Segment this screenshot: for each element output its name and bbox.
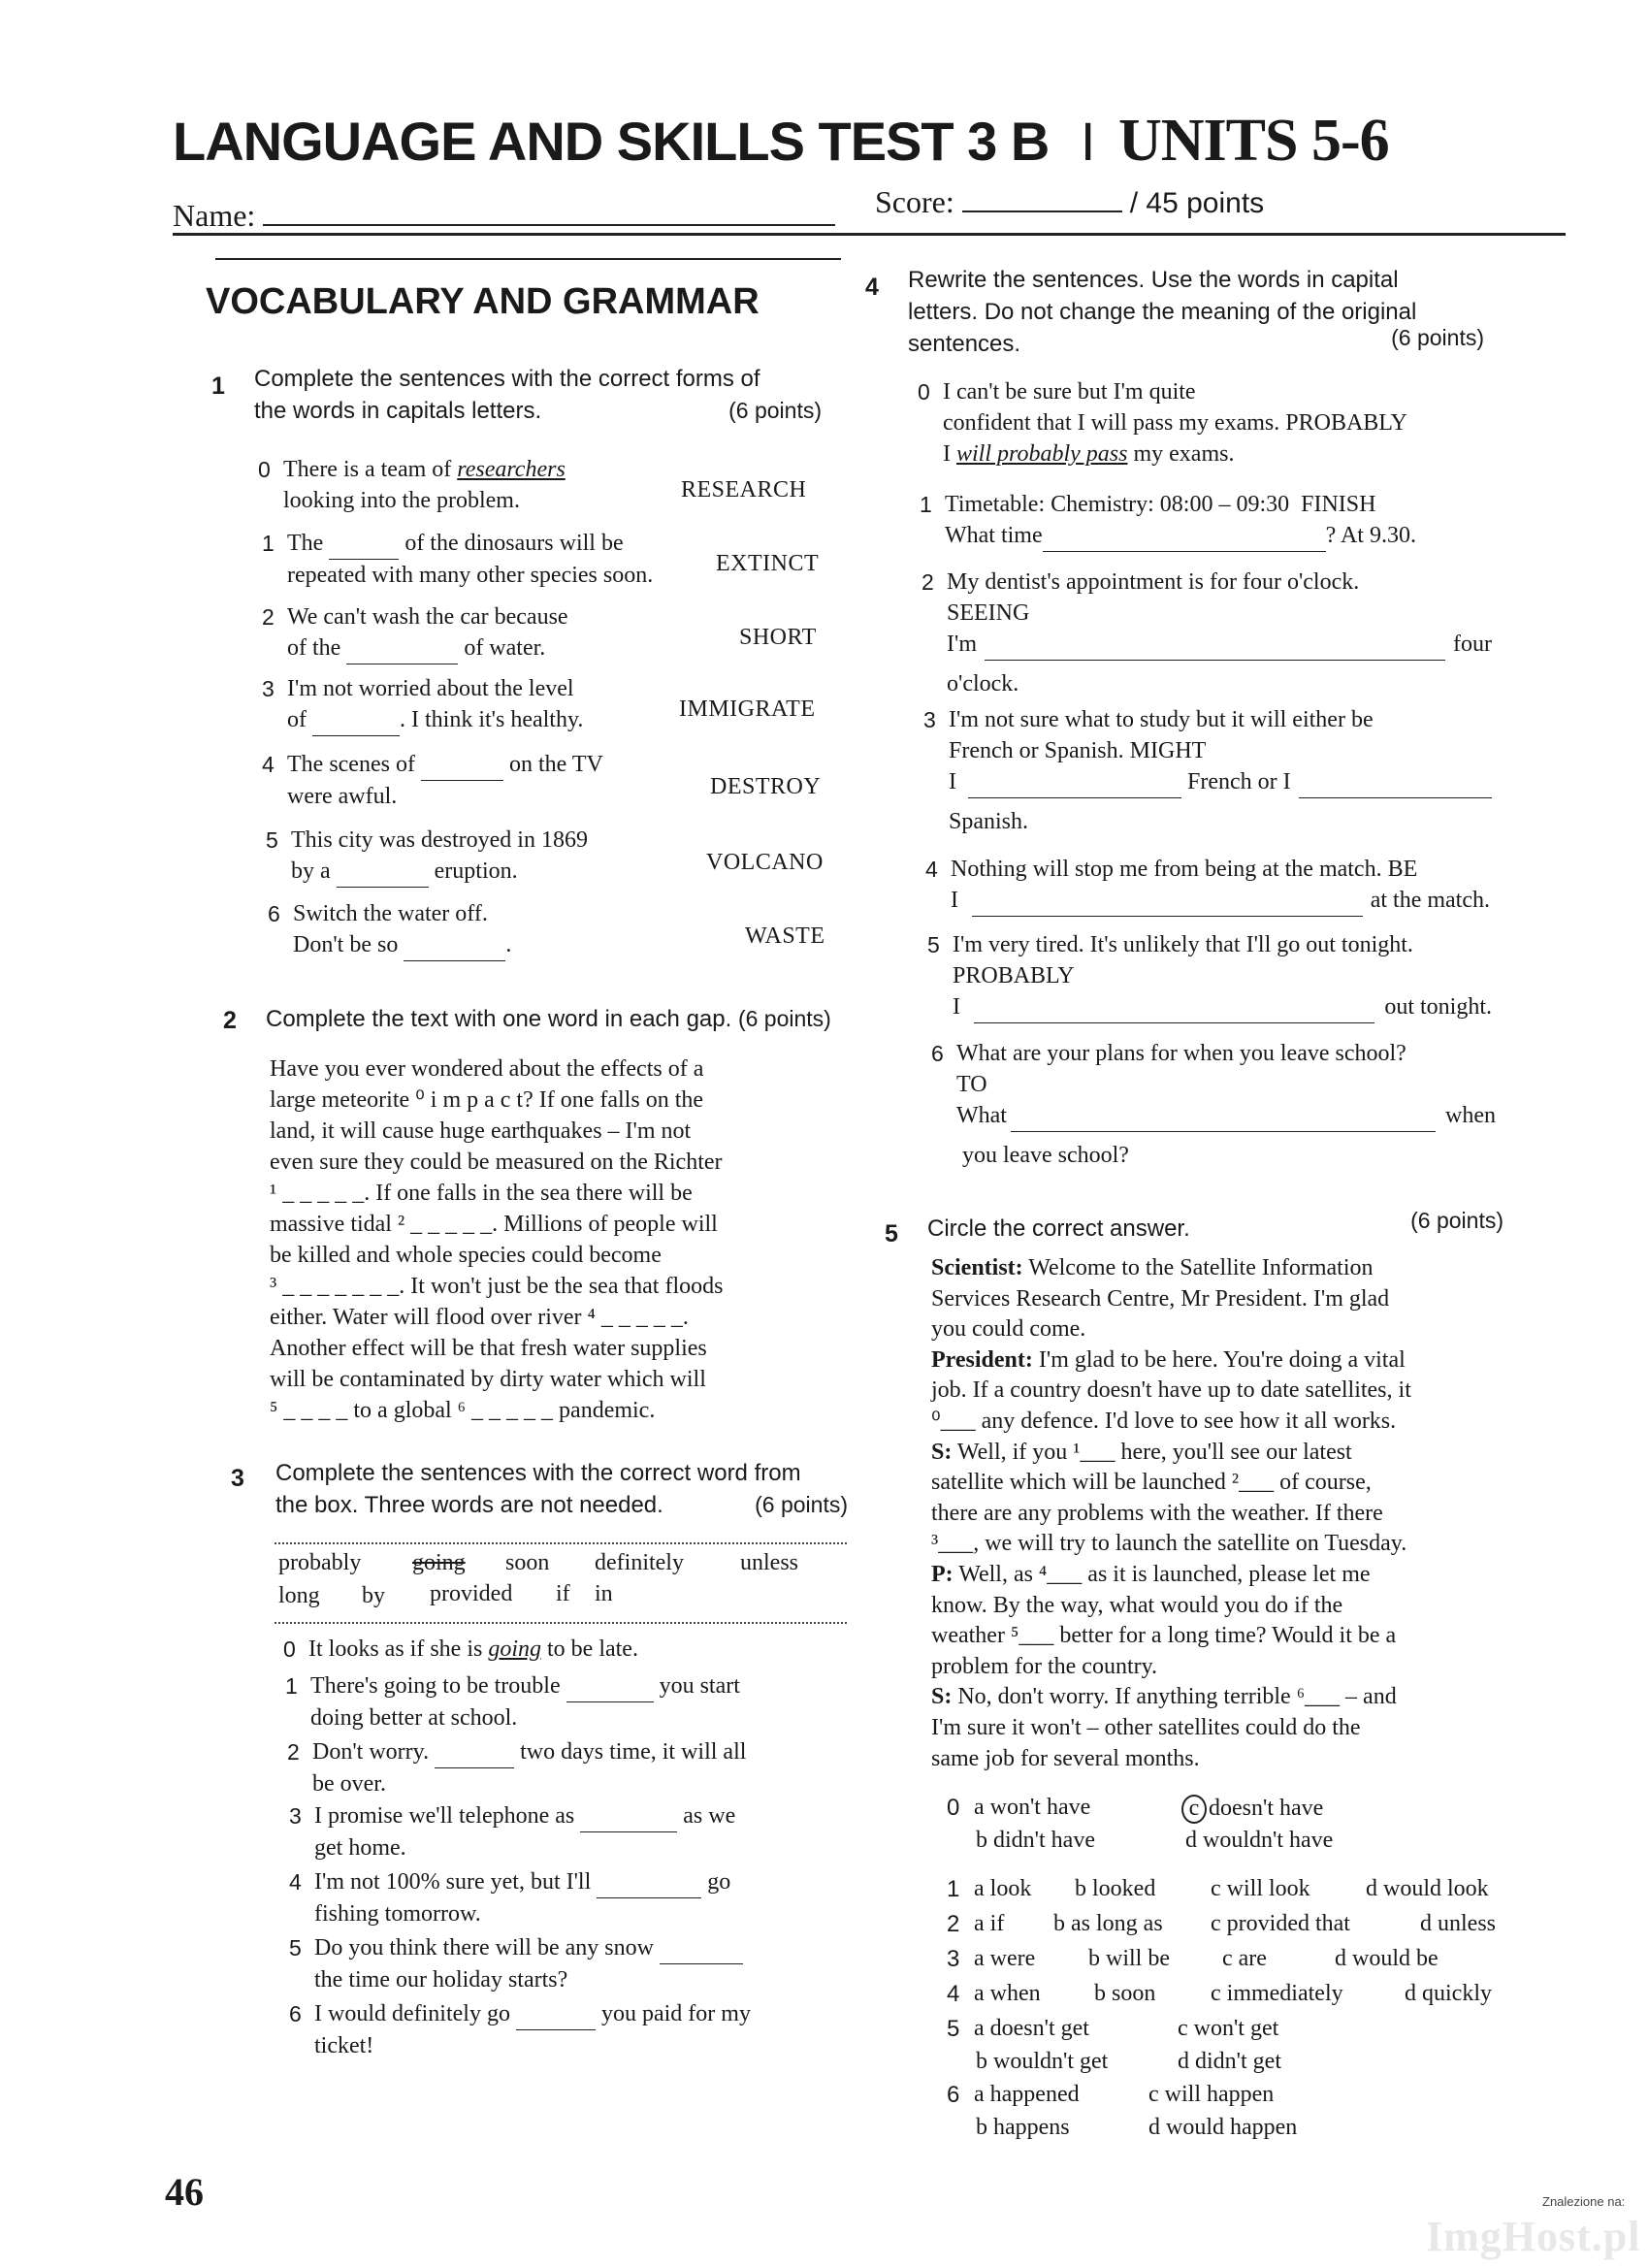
ex4-number: 4 [865,274,879,301]
dialogue-line [931,1284,1513,1315]
option-number: 6 [947,2082,960,2108]
ex2-line: Another effect will be that fresh water supplies [270,1336,707,1361]
option-number: 0 [947,1795,960,1821]
dialogue-text: satellite which will be launched ²___ of course, [931,1470,1372,1496]
watermark-caption: Znalezione na: [1542,2194,1626,2209]
ex1-item-0 [258,454,566,516]
box-word: long [278,1583,320,1608]
ex3-item-4 [289,1866,731,1929]
item-text: The scenes of [287,752,421,777]
answer-gap[interactable] [566,1670,654,1702]
option-b[interactable]: b happens [976,2115,1070,2140]
keyword: TO [956,1072,987,1097]
item-text: you start [653,1673,740,1699]
box-word: unless [740,1550,798,1575]
ex4-item-6 [931,1038,1496,1171]
ex5-instruction-text: Circle the correct answer. [927,1215,1190,1242]
item-text: There is a team of [283,457,458,482]
ex3-instruction-text: the box. Three words are not needed. [275,1492,663,1518]
item-number: 1 [920,492,932,517]
ex1-item-4 [262,749,603,812]
item-text: repeated with many other species soon. [287,563,654,588]
ex2-line: will be contaminated by dirty water which will [270,1367,706,1392]
watermark-logo: ImgHost.pl [1426,2213,1641,2260]
ex2-instruction [266,1003,831,1035]
answer-gap[interactable] [580,1800,677,1832]
item-text: My dentist's appointment is for four o'clock. [947,569,1360,595]
box-word: by [362,1583,385,1608]
item-text: I [943,441,956,467]
item-number: 0 [918,379,930,405]
item-number: 0 [258,457,271,482]
box-word: definitely [595,1550,684,1575]
ex2-text [270,1053,852,1426]
item-text: on the TV [502,752,603,777]
item-text: What time [945,523,1043,548]
item-number: 2 [922,569,934,595]
dialogue-text: ³___, we will try to launch the satellite on Tuesday. [931,1531,1407,1557]
option-a[interactable]: a look [974,1876,1032,1901]
keyword: EXTINCT [716,551,820,576]
ex4-item-0 [918,376,1496,470]
item-text: . I think it's healthy. [400,707,584,732]
answer-gap[interactable] [404,929,505,961]
dialogue-line [931,1591,1513,1622]
keyword: FINISH [1301,492,1376,517]
item-text: French or I [1187,769,1291,794]
item-text: We can't wash the car because [287,604,568,630]
item-text: to be late. [541,1636,638,1662]
ex2-line: ¹ _ _ _ _ _. If one falls in the sea there will be [270,1181,693,1206]
ex3-item-2 [287,1736,747,1799]
item-text: I'm not 100% sure yet, but I'll [314,1869,598,1895]
dialogue-text: weather ⁵___ better for a long time? Would it be a [931,1623,1397,1649]
dialogue-text: Services Research Centre, Mr President. I'm glad [931,1285,1390,1312]
item-number: 4 [925,857,938,882]
item-number: 6 [289,2001,302,2026]
option-a[interactable]: a doesn't get [974,2016,1089,2041]
score-line[interactable] [962,191,1122,212]
item-text: I'm very tired. It's unlikely that I'll go out tonight. [953,932,1413,957]
item-text: get home. [314,1835,406,1861]
option-number: 5 [947,2016,960,2042]
title-separator: I [1080,111,1095,172]
option-d[interactable]: d wouldn't have [1185,1828,1334,1853]
item-text: Spanish. [949,809,1029,834]
dialogue-line [931,1713,1513,1744]
ex3-item-0 [283,1634,638,1665]
answer-gap[interactable] [337,856,429,888]
dialogue-text: same job for several months. [931,1745,1200,1771]
ex5-instruction [927,1208,1504,1245]
keyword: PROBABLY [953,963,1075,988]
example-answer: will probably pass [956,441,1128,467]
item-text: go [701,1869,731,1895]
ex4-item-3 [923,704,1492,837]
ex3-number: 3 [231,1465,244,1492]
item-text: There's going to be trouble [310,1673,566,1699]
item-text: What [956,1103,1007,1128]
answer-gap[interactable] [968,766,1181,798]
test-title [173,107,1389,176]
box-word-used: going [412,1550,466,1575]
option-c[interactable]: c will look [1211,1876,1310,1901]
answer-gap[interactable] [312,704,400,736]
ex2-line: ⁵ _ _ _ _ to a global ⁶ _ _ _ _ _ pandemic. [270,1398,656,1423]
item-text: confident that I will pass my exams. [943,410,1280,436]
ex2-line: even sure they could be measured on the Richter [270,1150,723,1175]
dialogue-line [931,1345,1513,1377]
dialogue-text: No, don't worry. If anything terrible ⁶___ – and [952,1684,1397,1710]
item-text: when [1445,1103,1496,1128]
ex4-instruction-text: sentences. [908,331,1021,357]
ex4-item-1 [920,489,1498,552]
item-text: of the dinosaurs will be [399,531,624,556]
item-text: I [953,994,960,1020]
ex3-instruction-line2 [275,1489,848,1521]
dialogue-line [931,1652,1513,1683]
answer-gap[interactable] [985,629,1445,661]
ex3-item-6 [289,1998,751,2061]
item-text: of [287,707,312,732]
item-number: 5 [289,1935,302,1960]
option-d[interactable]: d unless [1420,1911,1496,1936]
item-text: I promise we'll telephone as [314,1803,581,1829]
ex1-instruction-line1: Complete the sentences with the correct forms of [254,366,760,392]
option-d[interactable]: d would look [1366,1876,1489,1901]
item-number: 2 [262,604,275,630]
item-text: fishing tomorrow. [314,1901,481,1927]
item-text: out tonight. [1384,994,1492,1020]
name-field[interactable] [173,198,835,234]
option-b[interactable]: b as long as [1053,1911,1163,1936]
item-text: Switch the water off. [293,901,488,926]
item-text: I'm not worried about the level [287,676,574,701]
option-number: 1 [947,1876,960,1902]
dialogue-line [931,1314,1513,1345]
option-b[interactable]: b looked [1075,1876,1156,1901]
item-text: of the [287,635,347,661]
dialogue-text: I'm sure it won't – other satellites could do the [931,1714,1361,1740]
item-text: Don't be so [293,932,404,957]
ex2-line: massive tidal ² _ _ _ _ _. Millions of people will [270,1212,718,1237]
item-text: you leave school? [962,1143,1129,1168]
ex3-instruction-line1: Complete the sentences with the correct word from [275,1460,801,1486]
ex4-item-2 [922,567,1492,699]
answer-gap[interactable] [1011,1100,1436,1132]
ex1-item-5 [266,825,588,888]
option-c[interactable]: c will happen [1148,2082,1275,2107]
keyword: MIGHT [1129,738,1207,763]
dialogue-line [931,1407,1513,1438]
answer-gap[interactable] [516,1998,596,2030]
header-rule [173,233,1566,236]
item-number: 6 [268,901,280,926]
speaker-label: P: [931,1561,954,1587]
answer-circle-icon: c [1181,1795,1207,1824]
left-column-rule [215,258,841,260]
ex4-points: (6 points) [1391,325,1484,350]
ex3-item-1 [285,1670,740,1733]
ex1-instruction-line2 [254,395,826,427]
page-number: 46 [165,2170,204,2214]
keyword: RESEARCH [681,477,807,502]
ex5-instruction-line [927,1208,1504,1245]
item-text: Do you think there will be any snow [314,1935,660,1960]
option-a[interactable]: a won't have [974,1795,1091,1820]
ex1-points: (6 points) [728,398,822,423]
item-text: I can't be sure but I'm quite [943,379,1196,405]
ex1-instruction [254,363,826,427]
item-text: eruption. [428,859,518,884]
option-d[interactable]: d would be [1335,1946,1439,1971]
ex2-line: either. Water will flood over river ⁴ _ _ _ _ _. [270,1305,689,1330]
keyword: PROBABLY [1285,410,1407,436]
answer-gap[interactable] [972,885,1363,917]
name-line[interactable] [263,205,835,226]
item-text: The [287,531,330,556]
ex1-item-1 [262,528,654,591]
ex4-instruction [908,264,1484,360]
keyword: DESTROY [710,774,822,799]
item-text: two days time, it will all [514,1739,747,1765]
dialogue-text: job. If a country doesn't have up to date satellites, it [931,1377,1411,1404]
ex1-item-3 [262,673,584,736]
item-text: Don't worry. [312,1739,436,1765]
item-text: ? At 9.30. [1325,523,1416,548]
ex4-instruction-line1: Rewrite the sentences. Use the words in capital [908,267,1399,293]
item-number: 2 [287,1739,300,1765]
dialogue-line [931,1499,1513,1530]
box-word: if [556,1581,570,1606]
item-number: 4 [262,752,275,777]
answer-gap[interactable] [660,1932,743,1964]
title-text: LANGUAGE AND SKILLS TEST 3 B [173,111,1050,172]
dialogue-text: know. By the way, what would you do if the [931,1592,1343,1618]
option-b[interactable]: b didn't have [976,1828,1095,1853]
option-number: 3 [947,1946,960,1972]
dialogue-line [931,1621,1513,1652]
option-number: 4 [947,1981,960,2007]
answer-gap[interactable] [421,749,503,781]
dialogue-text: ⁰___ any defence. I'd love to see how it all works. [931,1408,1397,1434]
dialogue-line [931,1560,1513,1591]
item-text: I'm [947,632,977,657]
keyword: SHORT [739,625,817,650]
item-text: the time our holiday starts? [314,1967,568,1993]
dialogue-line [931,1468,1513,1499]
option-a[interactable]: a when [974,1981,1041,2006]
option-c[interactable]: c are [1222,1946,1267,1971]
option-c[interactable]: c immediately [1211,1981,1343,2006]
item-text: as we [677,1803,736,1829]
item-number: 1 [262,531,275,556]
keyword: SEEING [947,600,1030,626]
score-field[interactable] [875,184,1264,220]
keyword: BE [1387,857,1418,882]
item-number: 3 [923,707,936,732]
item-number: 3 [289,1803,302,1829]
item-number: 0 [283,1636,296,1662]
ex1-item-6 [268,898,512,961]
option-c-circled[interactable] [1181,1795,1323,1824]
item-number: 6 [931,1041,944,1066]
item-text: What are your plans for when you leave school? [956,1041,1406,1066]
ex3-instruction [275,1457,848,1521]
box-word: in [595,1581,613,1606]
ex5-points: (6 points) [1410,1208,1504,1233]
option-b[interactable]: b soon [1094,1981,1156,2006]
keyword: VOLCANO [706,850,824,875]
dialogue-line [931,1529,1513,1560]
dialogue-text: you could come. [931,1316,1086,1343]
ex2-line: be killed and whole species could become [270,1243,662,1268]
dialogue-text: there are any problems with the weather. If there [931,1500,1383,1526]
dialogue-line [931,1682,1513,1713]
item-text: I [951,888,958,913]
box-word: soon [505,1550,550,1575]
score-label: Score: [875,184,954,219]
answer-gap[interactable] [329,528,399,560]
ex2-line: land, it will cause huge earthquakes – I'm not [270,1118,692,1144]
dialogue-text: Well, as ⁴___ as it is launched, please let me [953,1561,1371,1587]
name-label: Name: [173,198,256,233]
item-text: my exams. [1127,441,1235,467]
option-a[interactable]: a if [974,1911,1005,1936]
ex5-dialogue [931,1253,1513,1774]
ex2-number: 2 [223,1007,237,1034]
item-text: Nothing will stop me from being at the match. [951,857,1382,882]
item-text: four [1453,632,1492,657]
ex2-instruction-text: Complete the text with one word in each gap. [266,1006,732,1032]
answer-gap[interactable] [435,1736,514,1768]
ex1-item-2 [262,601,568,664]
keyword: IMMIGRATE [679,697,816,722]
example-answer: going [488,1636,541,1662]
section-title: VOCABULARY AND GRAMMAR [206,281,760,322]
item-text: This city was destroyed in 1869 [291,827,588,853]
item-text: by a [291,859,337,884]
ex3-item-3 [289,1800,736,1863]
dialogue-line [931,1253,1513,1284]
item-text: . [505,932,512,957]
item-text: of water. [458,635,546,661]
item-text: I would definitely go [314,2001,516,2026]
answer-gap[interactable] [1299,766,1492,798]
option-c[interactable]: c provided that [1211,1911,1350,1936]
ex1-number: 1 [211,373,225,400]
ex4-item-5 [927,929,1492,1031]
ex4-instruction-line3 [908,325,1484,360]
dialogue-text: problem for the country. [931,1653,1158,1679]
option-d[interactable]: d didn't get [1178,2049,1281,2074]
option-number: 2 [947,1911,960,1937]
ex2-line: ³ _ _ _ _ _ _ _. It won't just be the sea that floods [270,1274,724,1299]
item-text: Timetable: Chemistry: 08:00 – 09:30 [945,492,1290,517]
dialogue-text: Well, if you ¹___ here, you'll see our latest [952,1439,1352,1465]
option-b[interactable]: b wouldn't get [976,2049,1109,2074]
speaker-label: President: [931,1346,1033,1373]
item-text: French or Spanish. [949,738,1124,763]
dialogue-line [931,1376,1513,1407]
dialogue-text: I'm glad to be here. You're doing a vital [1032,1346,1406,1373]
item-text: I [949,769,956,794]
option-d[interactable]: d would happen [1148,2115,1298,2140]
ex2-points: (6 points) [737,1006,831,1031]
box-word: probably [278,1550,362,1575]
box-word: provided [430,1581,513,1606]
item-text: I'm not sure what to study but it will either be [949,707,1374,732]
item-number: 3 [262,676,275,701]
item-text: were awful. [287,784,398,809]
item-text: be over. [312,1771,386,1797]
item-text: doing better at school. [310,1705,518,1731]
ex3-item-5 [289,1932,743,1995]
speaker-label: Scientist: [931,1255,1023,1280]
ex1-instruction-text: the words in capitals letters. [254,398,542,424]
option-c-text: doesn't have [1209,1796,1324,1821]
ex3-points: (6 points) [755,1492,848,1517]
ex2-line: large meteorite ⁰ i m p a c t? If one falls on the [270,1087,704,1113]
answer-gap[interactable] [597,1866,701,1898]
option-c[interactable]: c won't get [1178,2016,1279,2041]
speaker-label: S: [931,1439,953,1465]
item-text: ticket! [314,2033,374,2058]
speaker-label: S: [931,1684,953,1710]
answer-gap[interactable] [346,632,458,664]
item-number: 4 [289,1869,302,1895]
ex5-number: 5 [885,1220,898,1247]
item-text: you paid for my [595,2001,751,2026]
item-text: at the match. [1370,888,1490,913]
ex2-line: Have you ever wondered about the effects of a [270,1056,704,1082]
option-a[interactable]: a happened [974,2082,1080,2107]
dialogue-line [931,1744,1513,1775]
item-text: It looks as if she is [308,1636,489,1662]
keyword: WASTE [745,923,825,949]
ex4-item-4 [925,854,1490,924]
option-a[interactable]: a were [974,1946,1036,1971]
ex4-instruction-line2: letters. Do not change the meaning of the original [908,299,1417,325]
item-text: looking into the problem. [283,488,520,513]
item-number: 5 [266,827,278,853]
item-text: o'clock. [947,671,1019,697]
units-label: UNITS 5-6 [1118,108,1389,174]
example-answer: researchers [457,457,566,482]
item-number: 5 [927,932,940,957]
score-total: / 45 points [1129,187,1265,219]
item-number: 1 [285,1673,298,1699]
answer-gap[interactable] [1043,520,1326,552]
option-b[interactable]: b will be [1088,1946,1170,1971]
dialogue-text: Welcome to the Satellite Information [1022,1255,1374,1280]
option-d[interactable]: d quickly [1405,1981,1492,2006]
dialogue-line [931,1438,1513,1469]
answer-gap[interactable] [974,991,1374,1023]
word-box [275,1542,847,1624]
